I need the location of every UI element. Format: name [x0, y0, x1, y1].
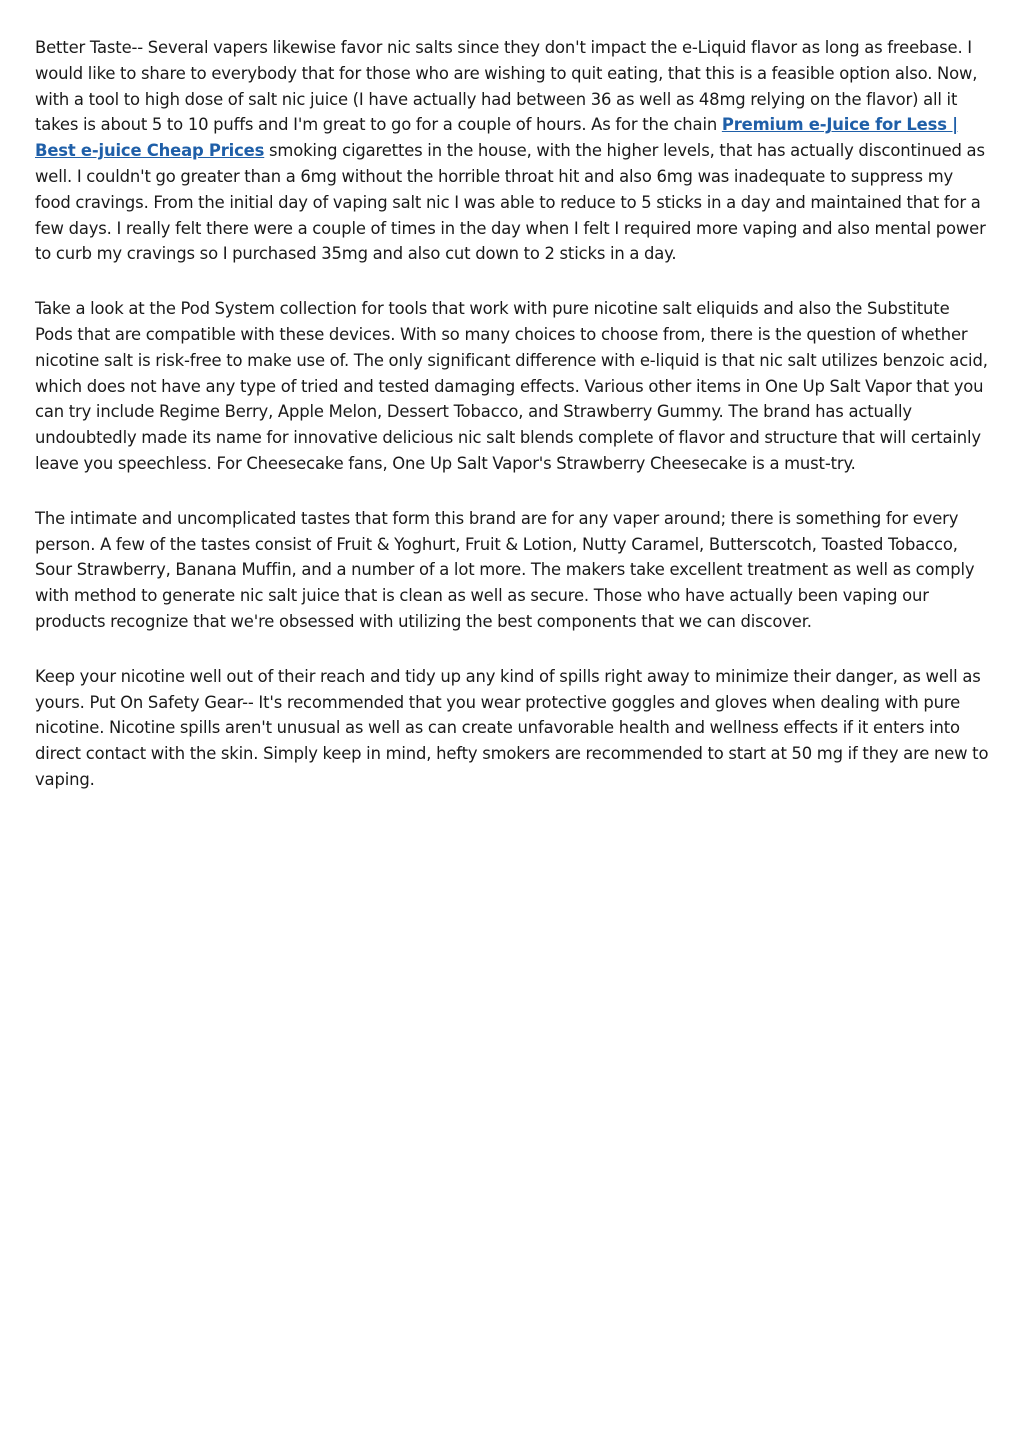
paragraph-4: Keep your nicotine well out of their reach and tidy up any kind of spills right away to minimize their danger, as well as yours. Put On Safety Gear-- It's recommended that you wear protective goggles and gloves when dealing with pure nicotine. Nicotine spills aren't unusual as well as can create unfavorable health and wellness effects if it enters into direct contact with the skin. Simply keep in mind, hefty smokers are recommended to start at 50 mg if they are new to vaping. [35, 666, 989, 789]
premium-ejuice-link[interactable]: Premium e-Juice for Less | Best e-juice Cheap Prices [35, 115, 958, 161]
paragraph-2: Take a look at the Pod System collection for tools that work with pure nicotine salt eliquids and also the Substitute Pods that are compatible with these devices. With so many choices to choose from, there is the question of whether nicotine salt is risk-free to make use of. The only significant difference with e-liquid is that nic salt utilizes benzoic acid, which does not have any type of tried and tested damaging effects. Various other items in One Up Salt Vapor that you can try include Regime Berry, Apple Melon, Dessert Tobacco, and Strawberry Gummy. The brand has actually undoubtedly made its name for innovative delicious nic salt blends complete of flavor and structure that will certainly leave you speechless. For Cheesecake fans, One Up Salt Vapor's Strawberry Cheesecake is a must-try. [35, 299, 988, 473]
paragraph-1 [35, 35, 990, 267]
paragraph-3: The intimate and uncomplicated tastes that form this brand are for any vaper around; there is something for every person. A few of the tastes consist of Fruit & Yoghurt, Fruit & Lotion, Nutty Caramel, Butterscotch, Toasted Tobacco, Sour Strawberry, Banana Muffin, and a number of a lot more. The makers take excellent treatment as well as comply with method to generate nic salt juice that is clean as well as secure. Those who have actually been vaping our products recognize that we're obsessed with utilizing the best components that we can discover. [35, 508, 975, 631]
document-body [35, 35, 990, 822]
paragraph-1-text-before: Better Taste-- Several vapers likewise favor nic salts since they don't impact the e-Liquid flavor as long as freebase. I would like to share to everybody that for those who are wishing to quit eating, that this is a feasible option also. Now, with a tool to high dose of salt nic juice (I have actually had between 36 as well as 48mg relying on the flavor) all it takes is about 5 to 10 puffs and I'm great to go for a couple of hours. As for the chain [35, 38, 978, 135]
paragraph-1-text-after: smoking cigarettes in the house, with the higher levels, that has actually discontinued as well. I couldn't go greater than a 6mg without the horrible throat hit and also 6mg was inadequate to suppress my food cravings. From the initial day of vaping salt nic I was able to reduce to 5 sticks in a day and maintained that for a few days. I really felt there were a couple of times in the day when I felt I required more vaping and also mental power to curb my cravings so I purchased 35mg and also cut down to 2 sticks in a day. [35, 141, 986, 264]
